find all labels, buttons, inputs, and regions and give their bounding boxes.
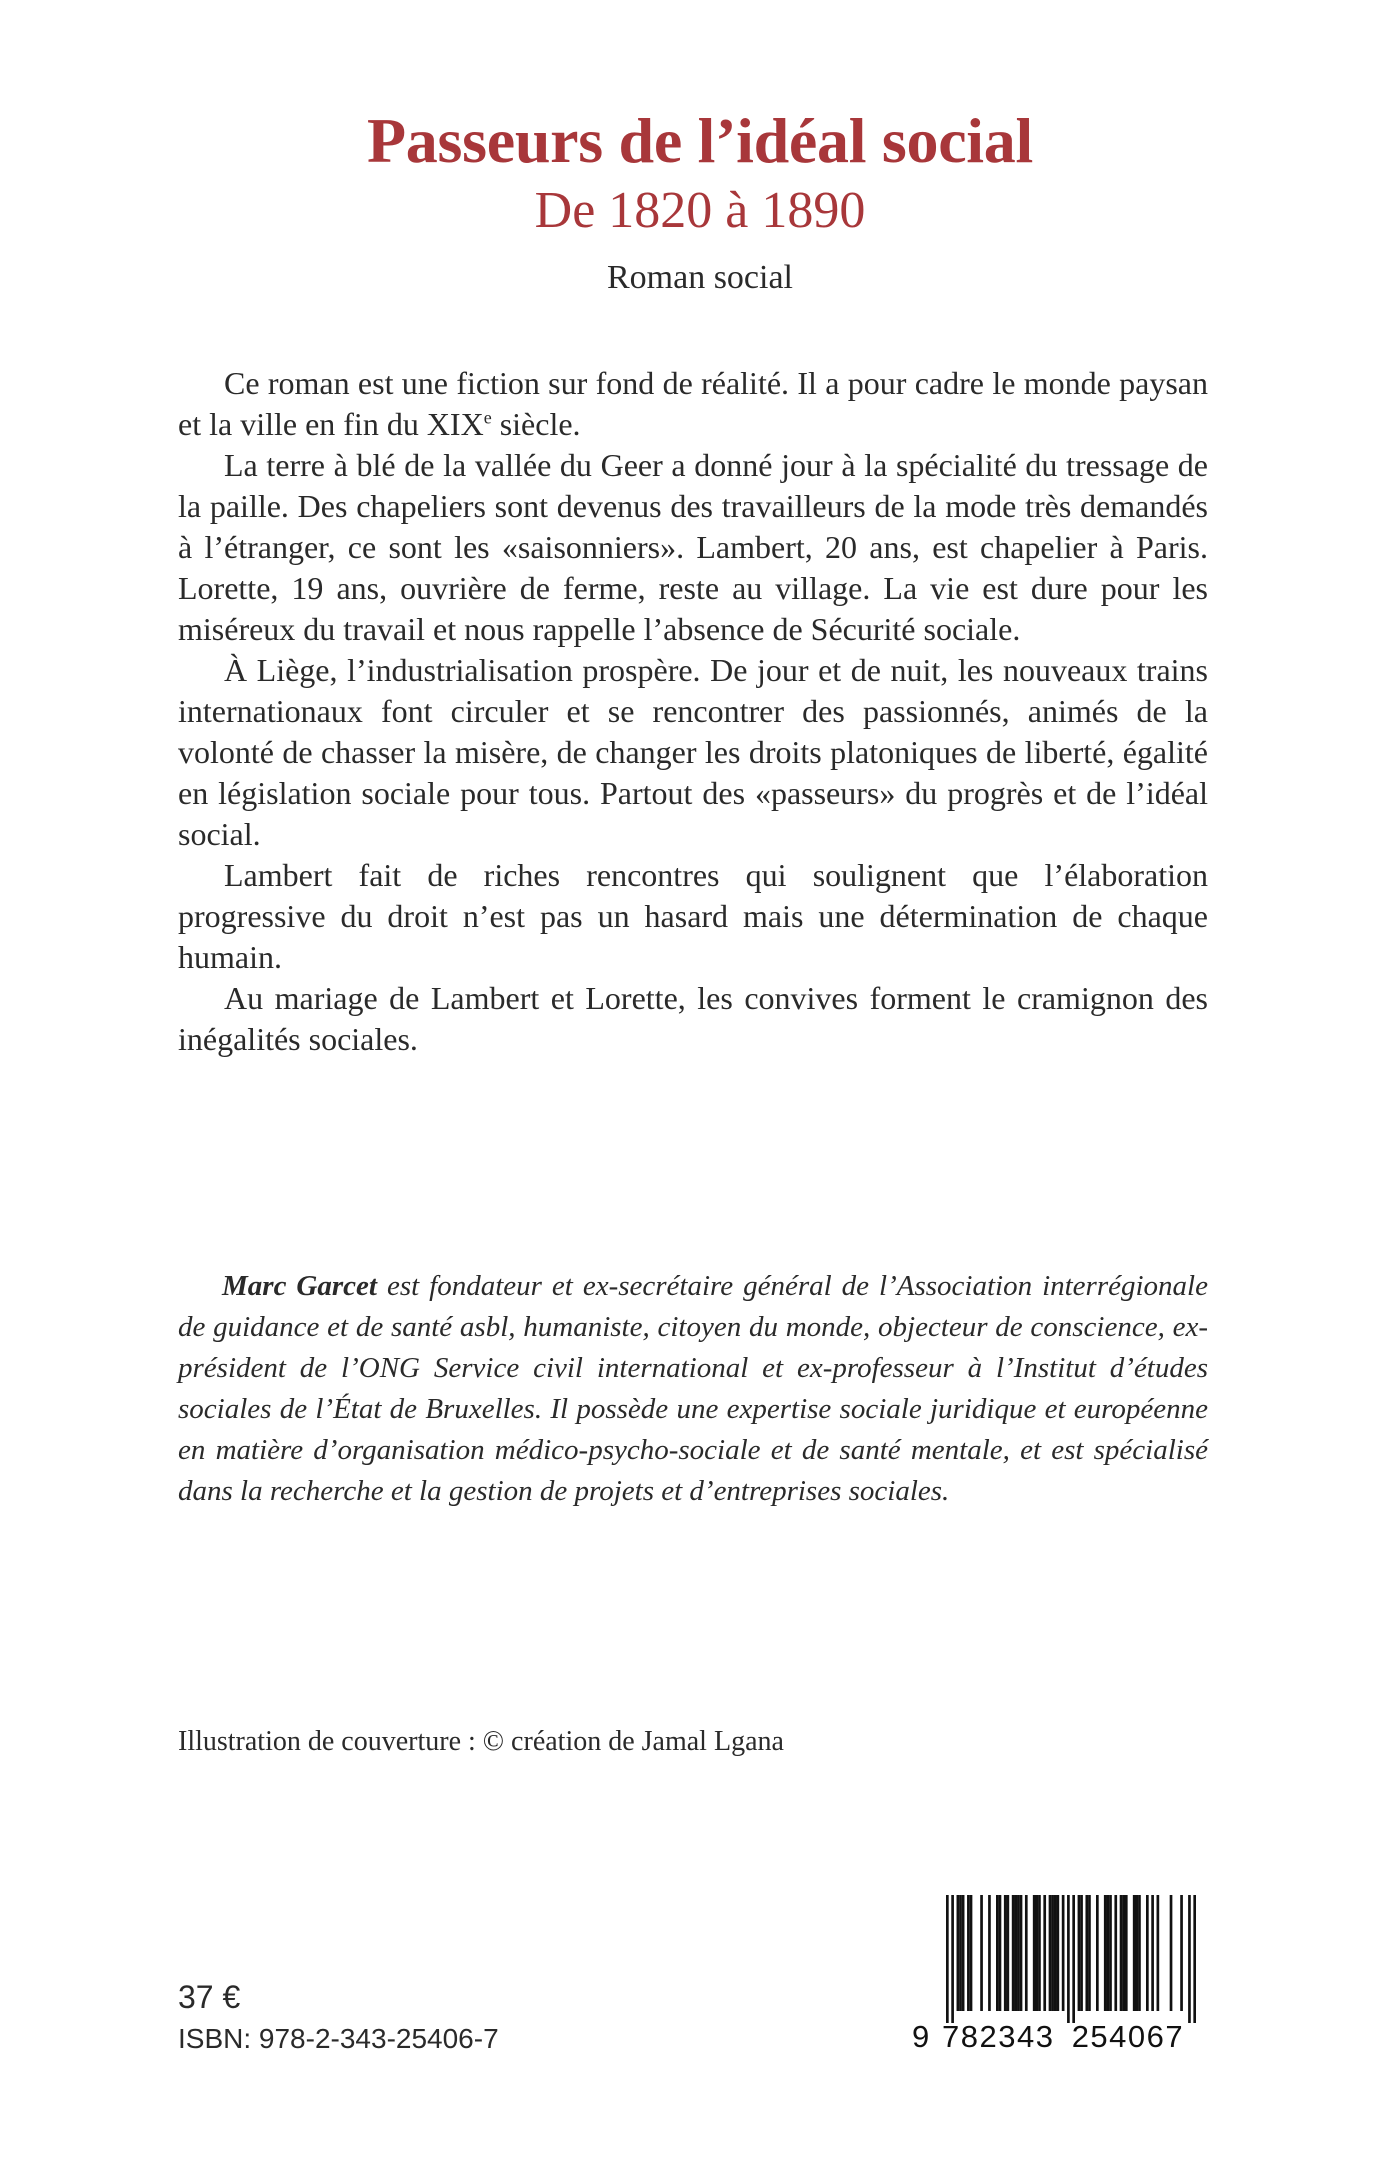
barcode-bar (1104, 1895, 1107, 2011)
barcode-bar (970, 1895, 973, 2011)
back-cover-blurb (178, 363, 1208, 1060)
barcode-bar (1051, 1895, 1054, 2011)
barcode-bar (1170, 1895, 1173, 2011)
barcode-bar (996, 1895, 999, 2011)
barcode-bar (946, 1895, 949, 2023)
barcode-bar (1054, 1895, 1057, 2011)
barcode-bar (1049, 1895, 1052, 2011)
barcode-bar (1107, 1895, 1110, 2011)
author-bio-text: est fondateur et ex-secrétaire général de l’Association interrégionale de guidance et de santé asbl, humaniste, citoyen du monde, objecteur de conscience, ex-président de l’ONG Service civil international et ex-professeur à l’Institut d’études sociales de l’État de Bruxelles. Il possède une expertise sociale juridique et européenne en matière d’organisation médico-psycho-sociale et de santé mentale, et est spécialisé dans la recherche et la gestion de projets et d’entreprises sociales. (178, 1270, 1208, 1507)
book-subtitle: De 1820 à 1890 (534, 182, 866, 239)
barcode-bar (1146, 1895, 1149, 2011)
barcode-bar (1067, 1895, 1070, 2023)
author-name: Marc Garcet (222, 1270, 377, 1302)
barcode-bar (1038, 1895, 1041, 2011)
barcode-bar (951, 1895, 954, 2023)
barcode-bar (980, 1895, 983, 2011)
author-bio (178, 1266, 1208, 1512)
barcode-bar (1109, 1895, 1112, 2011)
barcode-bar (1062, 1895, 1065, 2011)
barcode-bar (1043, 1895, 1046, 2011)
author-bio-paragraph (178, 1266, 1208, 1512)
barcode-bar (1012, 1895, 1015, 2011)
barcode-bar (1014, 1895, 1017, 2011)
century-superscript: e (483, 407, 492, 428)
barcode-bars (946, 1895, 1196, 2023)
barcode-bar (1135, 1895, 1138, 2011)
barcode-bar (1122, 1895, 1125, 2011)
barcode-bar (1138, 1895, 1141, 2011)
illustration-credit: Illustration de couverture : © création de Jamal Lgana (178, 1726, 784, 1757)
barcode-bar (1080, 1895, 1083, 2011)
blurb-paragraph (178, 363, 1208, 445)
barcode-bar (1033, 1895, 1036, 2011)
barcode-bar (1057, 1895, 1060, 2011)
barcode-bar (1078, 1895, 1081, 2011)
barcode-bar (1020, 1895, 1023, 2011)
barcode-bar (957, 1895, 960, 2011)
barcode-bar (1088, 1895, 1091, 2011)
barcode-bar (1157, 1895, 1160, 2011)
barcode-bar (1096, 1895, 1099, 2011)
barcode-bar (1188, 1895, 1191, 2023)
barcode-group-2: 254067 (1071, 2019, 1185, 2054)
book-title: Passeurs de l’idéal social (367, 105, 1033, 176)
blurb-paragraph: Au mariage de Lambert et Lorette, les convives forment le cramignon des inégalités sociales. (178, 980, 1208, 1057)
book-genre: Roman social (606, 259, 794, 296)
barcode-bar (1035, 1895, 1038, 2011)
barcode-bar (1133, 1895, 1136, 2011)
barcode-bar (1120, 1895, 1123, 2011)
blurb-text: siècle. (491, 406, 581, 442)
barcode-bar (1125, 1895, 1128, 2011)
blurb-paragraph: La terre à blé de la vallée du Geer a donné jour à la spécialité du tressage de la paille. Des chapeliers sont devenus des travailleurs de la mode très demandés à l’étranger, ce sont les «saisonniers». Lambert, 20 ans, est chapelier à Paris. Lorette, 19 ans, ouvrière de ferme, reste au village. La vie est dure pour les miséreux du travail et nous rappelle l’absence de Sécurité sociale. (178, 447, 1208, 647)
barcode-bar (1193, 1895, 1196, 2023)
barcode-bar (1114, 1895, 1117, 2011)
barcode-bar (999, 1895, 1002, 2011)
barcode-bar (1072, 1895, 1075, 2023)
barcode-bar (1085, 1895, 1088, 2011)
barcode-bar (1004, 1895, 1007, 2011)
blurb-paragraph: Lambert fait de riches rencontres qui soulignent que l’élaboration progressive du droit n’est pas un hasard mais une détermination de chaque humain. (178, 857, 1208, 975)
barcode-bar (1017, 1895, 1020, 2011)
barcode-bar (988, 1895, 991, 2011)
price: 37 € (178, 1979, 241, 2015)
blurb-text: Ce roman est une fiction sur fond de réalité. Il a pour cadre le monde paysan et la ville en fin du XIX (178, 365, 1208, 442)
blurb-paragraph: À Liège, l’industrialisation prospère. De jour et de nuit, les nouveaux trains internationaux font circuler et se rencontrer des passionnés, animés de la volonté de chasser la misère, de changer les droits platoniques de liberté, égalité en législation sociale pour tous. Partout des «passeurs» du progrès et de l’idéal social. (178, 652, 1208, 852)
isbn-barcode (912, 1895, 1202, 2075)
barcode-lead-digit: 9 (912, 2019, 930, 2054)
barcode-bar (1025, 1895, 1028, 2011)
barcode-bar (962, 1895, 965, 2011)
barcode-bar (1180, 1895, 1183, 2011)
barcode-bar (1151, 1895, 1154, 2011)
isbn: ISBN: 978-2-343-25406-7 (178, 2023, 499, 2054)
barcode-bar (967, 1895, 970, 2011)
barcode-group-1: 782343 (942, 2019, 1055, 2054)
barcode-bar (959, 1895, 962, 2011)
title-block (0, 105, 1400, 299)
barcode-digits (912, 2019, 1202, 2055)
barcode-bar (1007, 1895, 1010, 2011)
